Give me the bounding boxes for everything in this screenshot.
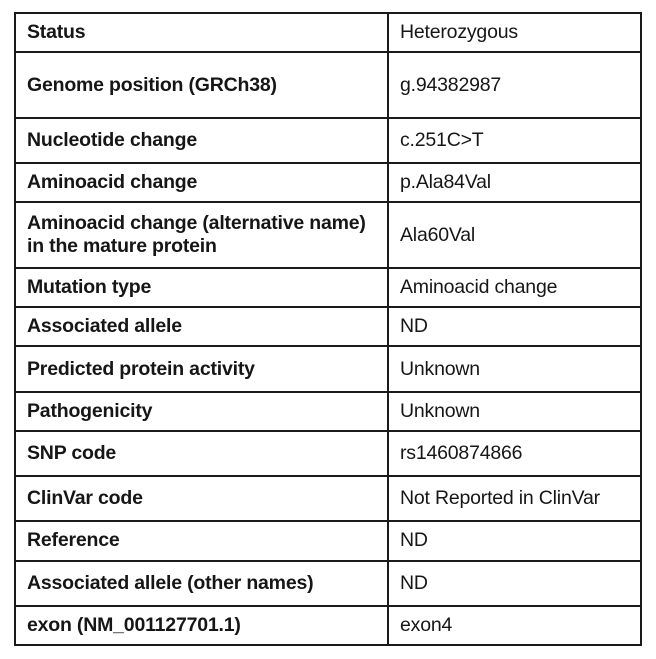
row-label-associated-allele: Associated allele (15, 307, 388, 346)
row-label-clinvar-code: ClinVar code (15, 476, 388, 521)
row-label-aminoacid-change: Aminoacid change (15, 163, 388, 202)
table-row (15, 431, 641, 476)
table-row (15, 392, 641, 431)
variant-table-container (14, 12, 642, 646)
variant-info-table (14, 12, 642, 646)
row-label-aminoacid-change-alternative: Aminoacid change (alternative name) in the mature protein (15, 202, 388, 268)
row-value-aminoacid-change: p.Ala84Val (388, 163, 641, 202)
row-value-associated-allele: ND (388, 307, 641, 346)
row-value-aminoacid-change-alternative: Ala60Val (388, 202, 641, 268)
table-row (15, 52, 641, 118)
table-row (15, 268, 641, 307)
row-value-snp-code: rs1460874866 (388, 431, 641, 476)
row-label-exon: exon (NM_001127701.1) (15, 606, 388, 645)
row-label-predicted-protein-activity: Predicted protein activity (15, 346, 388, 391)
row-value-reference: ND (388, 521, 641, 560)
row-value-exon: exon4 (388, 606, 641, 645)
row-label-mutation-type: Mutation type (15, 268, 388, 307)
table-row (15, 476, 641, 521)
row-value-associated-allele-other-names: ND (388, 561, 641, 606)
row-label-status: Status (15, 13, 388, 52)
row-value-clinvar-code: Not Reported in ClinVar (388, 476, 641, 521)
row-value-genome-position: g.94382987 (388, 52, 641, 118)
table-row (15, 346, 641, 391)
table-row (15, 163, 641, 202)
table-row (15, 13, 641, 52)
row-value-pathogenicity: Unknown (388, 392, 641, 431)
table-row (15, 202, 641, 268)
row-value-status: Heterozygous (388, 13, 641, 52)
table-row (15, 307, 641, 346)
row-label-nucleotide-change: Nucleotide change (15, 118, 388, 163)
row-label-reference: Reference (15, 521, 388, 560)
row-value-predicted-protein-activity: Unknown (388, 346, 641, 391)
table-row (15, 561, 641, 606)
table-row (15, 521, 641, 560)
row-label-associated-allele-other-names: Associated allele (other names) (15, 561, 388, 606)
row-label-snp-code: SNP code (15, 431, 388, 476)
row-label-genome-position: Genome position (GRCh38) (15, 52, 388, 118)
table-row (15, 606, 641, 645)
table-row (15, 118, 641, 163)
row-value-mutation-type: Aminoacid change (388, 268, 641, 307)
row-label-pathogenicity: Pathogenicity (15, 392, 388, 431)
row-value-nucleotide-change: c.251C>T (388, 118, 641, 163)
